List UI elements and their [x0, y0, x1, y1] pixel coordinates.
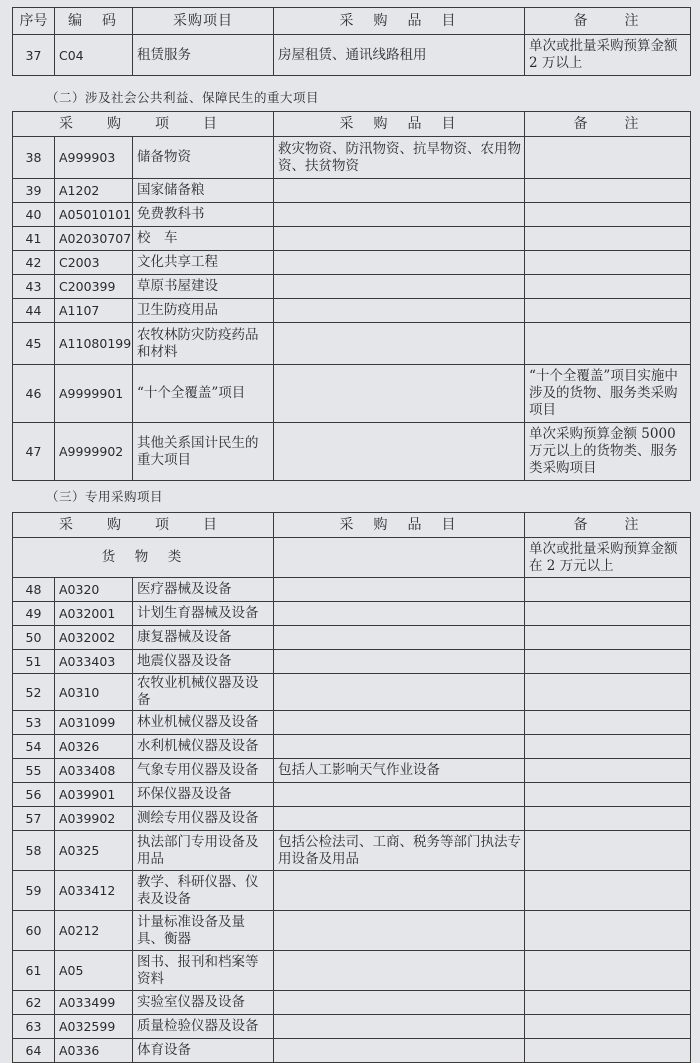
header-items: 采 购 品 目 [274, 8, 525, 35]
row-code: A0326 [55, 735, 133, 759]
header-note: 备 注 [525, 513, 691, 538]
header-project: 采 购 项 目 [13, 112, 274, 137]
row-code: A033408 [55, 759, 133, 783]
row-no: 61 [13, 951, 55, 991]
row-items [274, 423, 525, 481]
table-row [13, 423, 691, 481]
row-no: 62 [13, 991, 55, 1015]
row-code: A0336 [55, 1039, 133, 1063]
category-items [274, 538, 525, 578]
row-note [525, 179, 691, 203]
row-code: A039901 [55, 783, 133, 807]
row-items [274, 179, 525, 203]
header-items: 采 购 品 目 [274, 513, 525, 538]
row-code: A0325 [55, 831, 133, 871]
row-items [274, 674, 525, 711]
table-header-row [13, 8, 691, 35]
row-no: 56 [13, 783, 55, 807]
row-no: 44 [13, 299, 55, 323]
table-row [13, 227, 691, 251]
row-items [274, 807, 525, 831]
table-row [13, 1039, 691, 1063]
row-note [525, 807, 691, 831]
row-no: 50 [13, 626, 55, 650]
row-code: A9999901 [55, 365, 133, 423]
table-row [13, 626, 691, 650]
row-note [525, 871, 691, 911]
row-name: “十个全覆盖”项目 [133, 365, 274, 423]
row-name: 图书、报刊和档案等资料 [133, 951, 274, 991]
row-no: 57 [13, 807, 55, 831]
row-no: 38 [13, 137, 55, 179]
row-note [525, 911, 691, 951]
row-note [525, 831, 691, 871]
row-no: 48 [13, 578, 55, 602]
row-items [274, 299, 525, 323]
category-label: 货 物 类 [13, 538, 274, 578]
row-items: 包括人工影响天气作业设备 [274, 759, 525, 783]
row-name: 校 车 [133, 227, 274, 251]
row-note [525, 275, 691, 299]
row-note [525, 299, 691, 323]
row-note [525, 759, 691, 783]
row-note [525, 251, 691, 275]
row-no: 41 [13, 227, 55, 251]
row-name: 计划生育器械及设备 [133, 602, 274, 626]
row-items [274, 650, 525, 674]
table-body [13, 137, 691, 481]
row-no: 42 [13, 251, 55, 275]
row-items [274, 578, 525, 602]
header-note: 备 注 [525, 112, 691, 137]
table-row [13, 365, 691, 423]
row-items [274, 783, 525, 807]
row-items [274, 251, 525, 275]
row-note: 单次采购预算金额 5000 万元以上的货物类、服务类采购项目 [525, 423, 691, 481]
row-no: 52 [13, 674, 55, 711]
row-note [525, 735, 691, 759]
row-name: 执法部门专用设备及用品 [133, 831, 274, 871]
table-header-row [13, 112, 691, 137]
table-row [13, 735, 691, 759]
row-code: C2003 [55, 251, 133, 275]
table-row [13, 951, 691, 991]
row-name: 测绘专用仪器及设备 [133, 807, 274, 831]
row-name: 地震仪器及设备 [133, 650, 274, 674]
table-row [13, 179, 691, 203]
row-code: A0310 [55, 674, 133, 711]
row-items [274, 1015, 525, 1039]
row-code: A05010101 [55, 203, 133, 227]
row-items [274, 203, 525, 227]
row-name: 实验室仪器及设备 [133, 991, 274, 1015]
table-header-row [13, 513, 691, 538]
row-no: 47 [13, 423, 55, 481]
table-row [13, 137, 691, 179]
row-items: 包括公检法司、工商、税务等部门执法专用设备及用品 [274, 831, 525, 871]
table-row [13, 831, 691, 871]
row-items [274, 1039, 525, 1063]
row-items [274, 711, 525, 735]
header-project: 采购项目 [133, 8, 274, 35]
row-code: A039902 [55, 807, 133, 831]
row-note [525, 711, 691, 735]
row-note [525, 1015, 691, 1039]
row-items [274, 991, 525, 1015]
row-code: A999903 [55, 137, 133, 179]
header-project: 采 购 项 目 [13, 513, 274, 538]
row-no: 40 [13, 203, 55, 227]
row-no: 54 [13, 735, 55, 759]
table-row [13, 1015, 691, 1039]
table-row [13, 991, 691, 1015]
row-name: 环保仪器及设备 [133, 783, 274, 807]
row-items [274, 911, 525, 951]
row-items [274, 602, 525, 626]
row-no: 53 [13, 711, 55, 735]
row-items [274, 735, 525, 759]
row-code: C04 [55, 35, 133, 76]
table-row [13, 578, 691, 602]
header-items: 采 购 品 目 [274, 112, 525, 137]
row-code: A1107 [55, 299, 133, 323]
row-code: A032002 [55, 626, 133, 650]
row-note [525, 323, 691, 365]
row-code: A033412 [55, 871, 133, 911]
row-items [274, 626, 525, 650]
row-name: 医疗器械及设备 [133, 578, 274, 602]
row-no: 60 [13, 911, 55, 951]
row-code: A0212 [55, 911, 133, 951]
row-no: 46 [13, 365, 55, 423]
row-note [525, 602, 691, 626]
table-special-procurement [12, 512, 691, 1063]
row-items [274, 323, 525, 365]
row-code: A0320 [55, 578, 133, 602]
row-code: C200399 [55, 275, 133, 299]
row-items: 救灾物资、防汛物资、抗旱物资、农用物资、扶贫物资 [274, 137, 525, 179]
row-code: A02030707 [55, 227, 133, 251]
row-note [525, 951, 691, 991]
row-note [525, 626, 691, 650]
table-row [13, 602, 691, 626]
row-no: 55 [13, 759, 55, 783]
table-row [13, 783, 691, 807]
row-note [525, 650, 691, 674]
row-items [274, 275, 525, 299]
table-row [13, 911, 691, 951]
table-row [13, 323, 691, 365]
header-no: 序号 [13, 8, 55, 35]
row-code: A9999902 [55, 423, 133, 481]
table-row [13, 299, 691, 323]
row-name: 农牧业机械仪器及设备 [133, 674, 274, 711]
row-code: A1202 [55, 179, 133, 203]
row-name: 国家储备粮 [133, 179, 274, 203]
table-row [13, 759, 691, 783]
section-heading-3: （三）专用采购项目 [46, 489, 164, 504]
table-row [13, 674, 691, 711]
row-name: 免费教科书 [133, 203, 274, 227]
table-row [13, 275, 691, 299]
row-items [274, 871, 525, 911]
row-note [525, 674, 691, 711]
header-code: 编 码 [55, 8, 133, 35]
row-items: 房屋租赁、通讯线路租用 [274, 35, 525, 76]
row-no: 59 [13, 871, 55, 911]
table-row [13, 871, 691, 911]
row-name: 卫生防疫用品 [133, 299, 274, 323]
row-note: “十个全覆盖”项目实施中涉及的货物、服务类采购项目 [525, 365, 691, 423]
row-name: 农牧林防灾防疫药品和材料 [133, 323, 274, 365]
row-name: 文化共享工程 [133, 251, 274, 275]
row-note [525, 783, 691, 807]
row-items [274, 951, 525, 991]
row-code: A033403 [55, 650, 133, 674]
row-code: A032599 [55, 1015, 133, 1039]
row-no: 43 [13, 275, 55, 299]
row-name: 体育设备 [133, 1039, 274, 1063]
row-note [525, 1039, 691, 1063]
section-heading-2: （二）涉及社会公共利益、保障民生的重大项目 [46, 90, 320, 105]
row-note [525, 578, 691, 602]
row-code: A032001 [55, 602, 133, 626]
row-name: 其他关系国计民生的重大项目 [133, 423, 274, 481]
row-no: 64 [13, 1039, 55, 1063]
row-name: 林业机械仪器及设备 [133, 711, 274, 735]
row-name: 质量检验仪器及设备 [133, 1015, 274, 1039]
row-no: 63 [13, 1015, 55, 1039]
table-row [13, 251, 691, 275]
table-row [13, 650, 691, 674]
row-no: 45 [13, 323, 55, 365]
row-name: 租赁服务 [133, 35, 274, 76]
row-name: 储备物资 [133, 137, 274, 179]
row-no: 49 [13, 602, 55, 626]
row-note [525, 991, 691, 1015]
row-code: A11080199 [55, 323, 133, 365]
row-code: A033499 [55, 991, 133, 1015]
row-no: 58 [13, 831, 55, 871]
row-name: 气象专用仪器及设备 [133, 759, 274, 783]
table-body [13, 578, 691, 1063]
table-row [13, 203, 691, 227]
row-items [274, 365, 525, 423]
category-row [13, 538, 691, 578]
row-code: A031099 [55, 711, 133, 735]
row-code: A05 [55, 951, 133, 991]
row-name: 教学、科研仪器、仪表及设备 [133, 871, 274, 911]
row-name: 计量标准设备及量具、衡器 [133, 911, 274, 951]
row-name: 康复器械及设备 [133, 626, 274, 650]
row-note [525, 203, 691, 227]
category-note: 单次或批量采购预算金额在 2 万元以上 [525, 538, 691, 578]
row-no: 39 [13, 179, 55, 203]
row-note: 单次或批量采购预算金额 2 万以上 [525, 35, 691, 76]
table-public-interest [12, 111, 691, 481]
row-no: 37 [13, 35, 55, 76]
table-row [13, 807, 691, 831]
row-no: 51 [13, 650, 55, 674]
table-row [13, 35, 691, 76]
row-items [274, 227, 525, 251]
row-name: 水利机械仪器及设备 [133, 735, 274, 759]
header-note: 备 注 [525, 8, 691, 35]
row-note [525, 137, 691, 179]
table-top [12, 7, 691, 76]
row-note [525, 227, 691, 251]
row-name: 草原书屋建设 [133, 275, 274, 299]
table-row [13, 711, 691, 735]
